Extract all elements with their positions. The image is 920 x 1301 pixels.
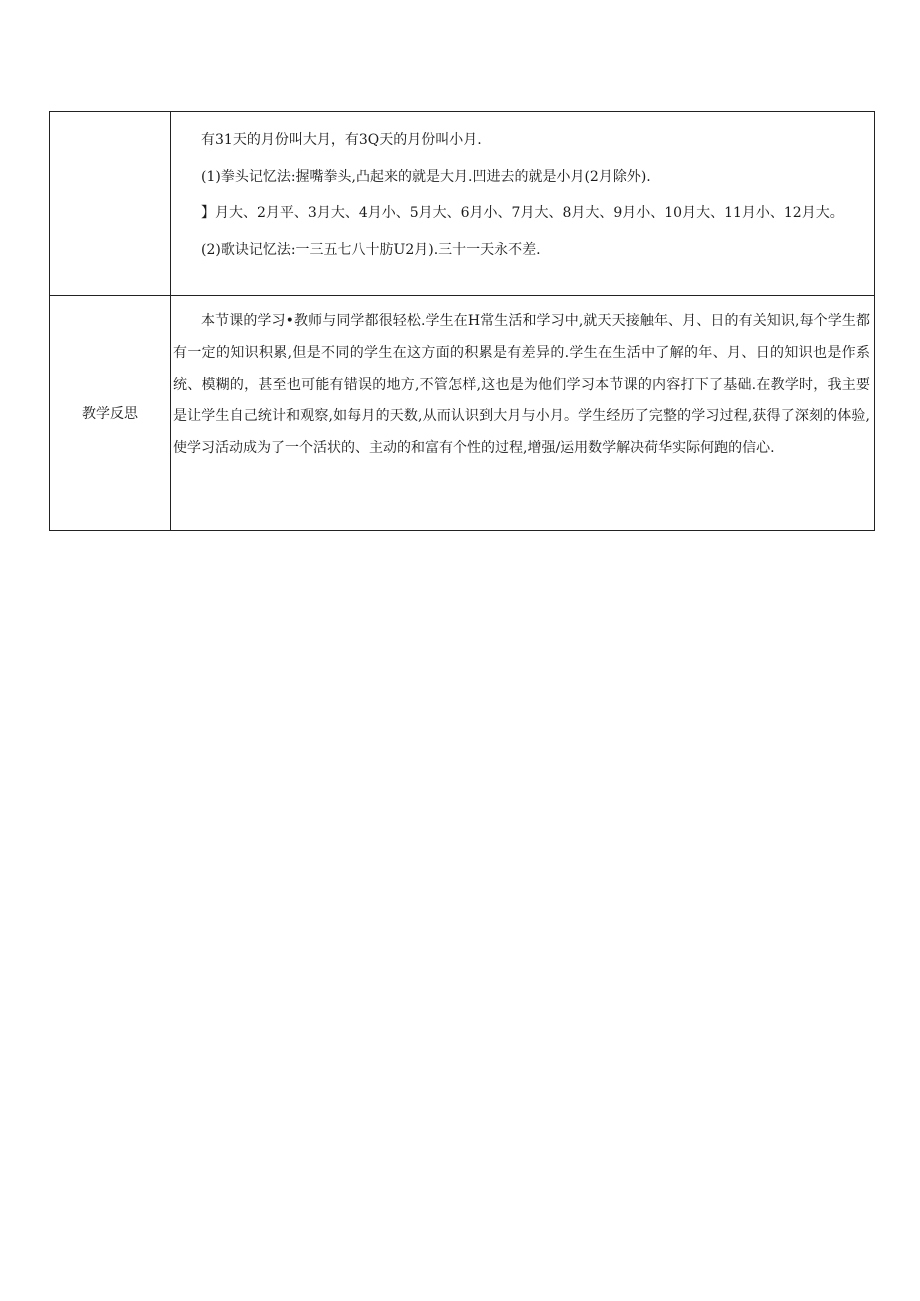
empty-label-cell bbox=[50, 112, 171, 296]
big-small-month-definition: 有31天的月份叫大月，有3Q天的月份叫小月. bbox=[201, 132, 482, 148]
rhyme-memory-method: (2)歌诀记忆法:一三五七八十肪U2月).三十一天永不差. bbox=[201, 241, 541, 258]
teaching-reflection-cell bbox=[171, 296, 875, 531]
month-knowledge-cell bbox=[171, 112, 875, 296]
month-knowledge-row bbox=[50, 112, 875, 296]
teaching-reflection-text: 本节课的学习•教师与同学都很轻松.学生在H常生活和学习中,就天天接触年、月、日的有关知识,每个学生都有一定的知识积累,但是不同的学生在这方面的积累是有差异的.学生在生活中了解的年、月、日的知识也是作系统、模糊的，甚至也可能有错误的地方,不管怎样,这也是为他们学习本节课的内容打下了基础.在教学时，我主要是让学生自己统计和观察,如每月的天数,从而认识到大月与小月。学生经历了完整的学习过程,获得了深刻的体验,使学习活动成为了一个活状的、主动的和富有个性的过程,增强/运用数学解决荷华实际何跑的信心. bbox=[173, 313, 870, 457]
teaching-reflection-label: 教学反思 bbox=[50, 296, 171, 531]
teaching-reflection-row bbox=[50, 296, 875, 531]
fist-memory-method: (1)拳头记忆法:握嘴拳头,凸起来的就是大月.凹进去的就是小月(2月除外). bbox=[201, 168, 651, 185]
lesson-plan-table bbox=[49, 111, 875, 531]
month-list: 】月大、2月平、3月大、4月小、5月大、6月小、7月大、8月大、9月小、10月大、11月小、12月大。 bbox=[201, 205, 844, 221]
